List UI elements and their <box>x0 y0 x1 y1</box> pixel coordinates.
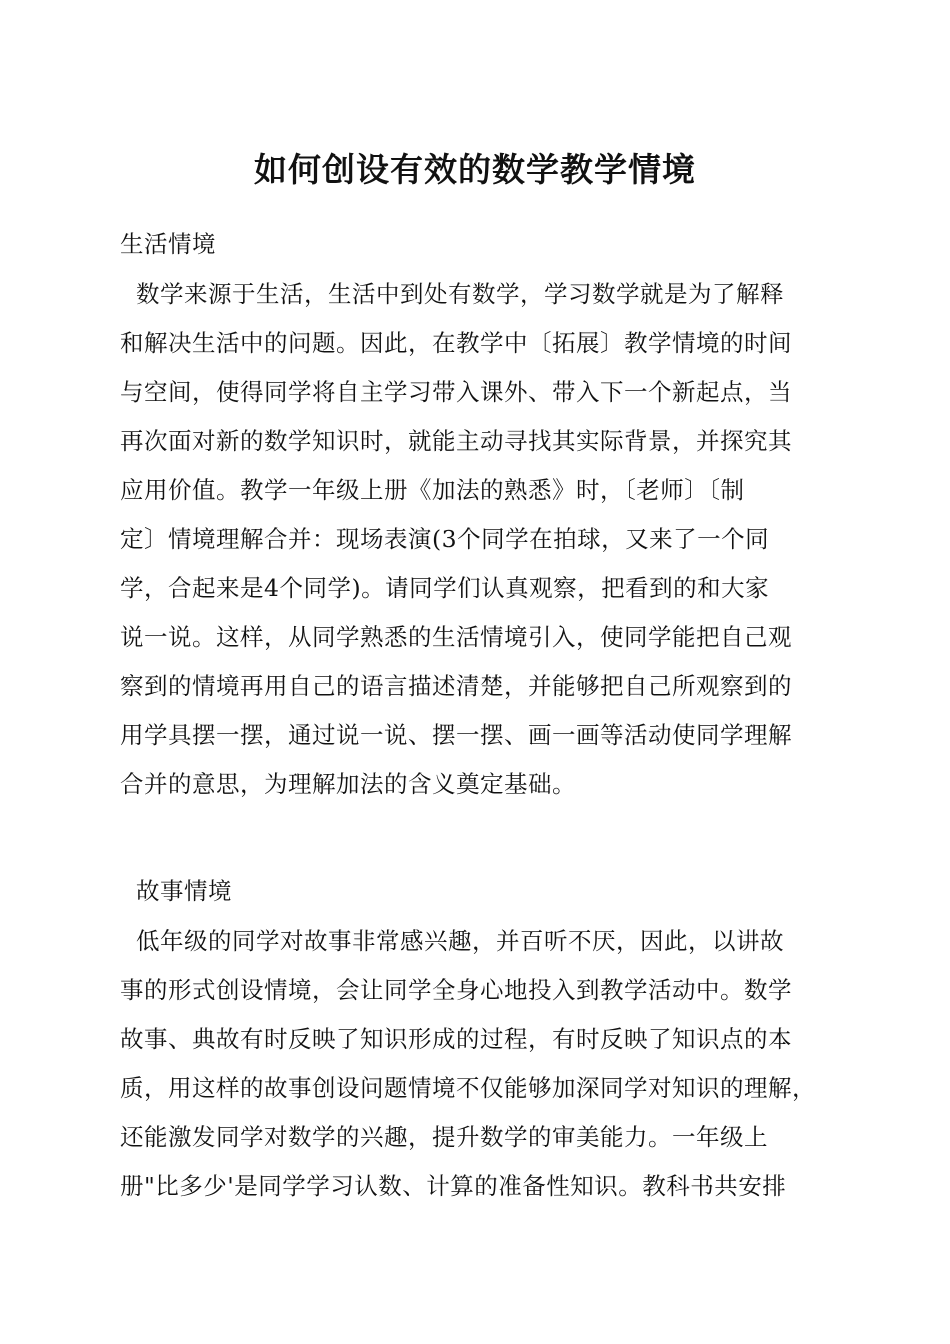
paragraph-line: 用学具摆一摆，通过说一说、摆一摆、画一画等活动使同学理解 <box>120 721 792 749</box>
paragraph-line: 合并的意思，为理解加法的含义奠定基础。 <box>120 770 576 798</box>
paragraph-line: 事的形式创设情境，会让同学全身心地投入到教学活动中。数学 <box>120 976 792 1004</box>
paragraph-line: 应用价值。教学一年级上册《加法的熟悉》时，〔老师〕〔制 <box>120 476 745 504</box>
paragraph-line: 还能激发同学对数学的兴趣，提升数学的审美能力。一年级上 <box>120 1123 768 1151</box>
paragraph-line: 与空间，使得同学将自主学习带入课外、带入下一个新起点，当 <box>120 378 792 406</box>
paragraph-line: 和解决生活中的问题。因此，在教学中〔拓展〕教学情境的时间 <box>120 329 792 357</box>
paragraph-line: 学，合起来是4个同学)。请同学们认真观察，把看到的和大家 <box>120 574 770 602</box>
paragraph-line: 再次面对新的数学知识时，就能主动寻找其实际背景，并探究其 <box>120 427 792 455</box>
section-heading-life: 生活情境 <box>120 230 216 258</box>
paragraph-line: 故事、典故有时反映了知识形成的过程，有时反映了知识点的本 <box>120 1025 792 1053</box>
paragraph-line: 低年级的同学对故事非常感兴趣，并百听不厌，因此，以讲故 <box>120 927 784 955</box>
document-title: 如何创设有效的数学教学情境 <box>254 150 696 189</box>
section-heading-story: 故事情境 <box>120 877 232 905</box>
paragraph-line: 察到的情境再用自己的语言描述清楚，并能够把自己所观察到的 <box>120 672 792 700</box>
paragraph-line: 数学来源于生活，生活中到处有数学，学习数学就是为了解释 <box>120 280 784 308</box>
paragraph-line: 说一说。这样，从同学熟悉的生活情境引入，使同学能把自己观 <box>120 623 792 651</box>
paragraph-line: 定〕情境理解合并：现场表演(3个同学在拍球，又来了一个同 <box>120 525 770 553</box>
paragraph-line: 质，用这样的故事创设问题情境不仅能够加深同学对知识的理解， <box>120 1074 816 1102</box>
paragraph-line: 册"比多少'是同学学习认数、计算的准备性知识。教科书共安排 <box>120 1172 787 1200</box>
